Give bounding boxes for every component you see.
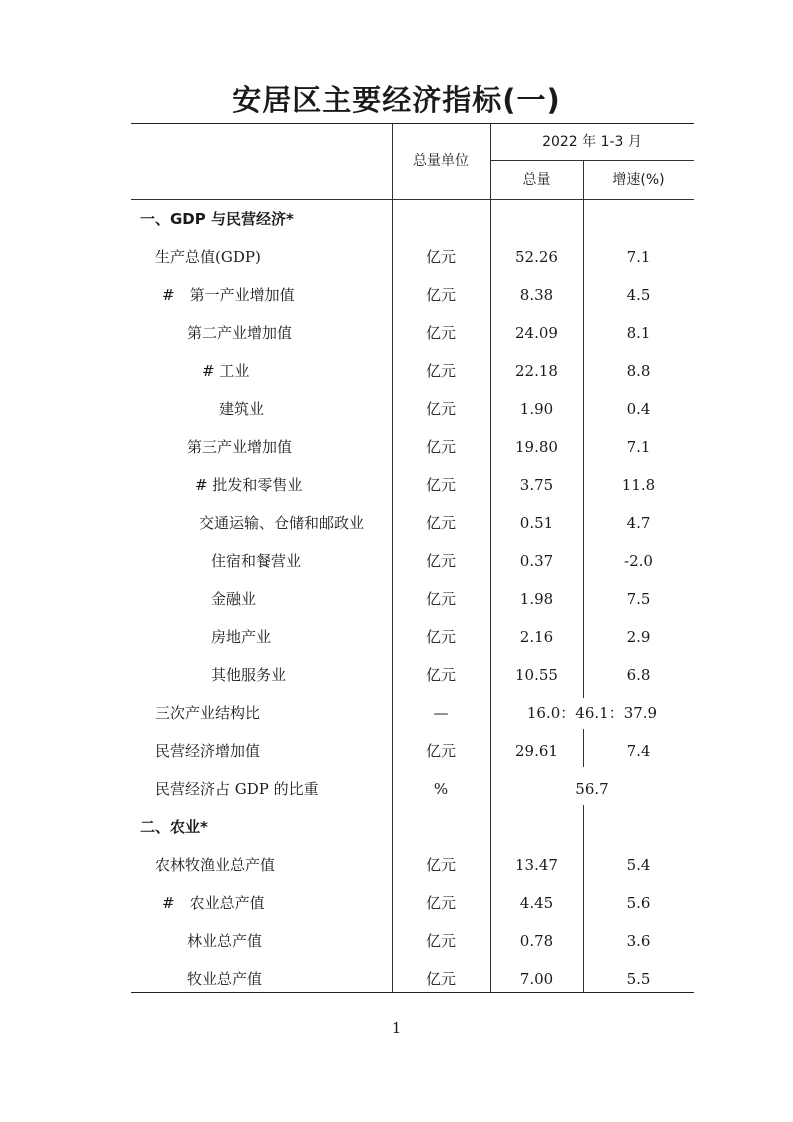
row-total: 7.00	[519, 970, 554, 988]
page-number: 1	[391, 1019, 402, 1037]
row-unit: 亿元	[425, 894, 456, 912]
row-total: 0.78	[519, 932, 554, 950]
header-period: 2022 年 1-3 月	[542, 134, 642, 150]
row-growth: 5.5	[626, 970, 651, 988]
row-label: 其他服务业	[211, 666, 287, 684]
row-total: 1.90	[519, 400, 554, 418]
row-total: 8.38	[519, 286, 554, 304]
header-unit-label: 总量单位	[413, 153, 469, 169]
row-growth: 4.7	[626, 514, 651, 532]
row-label: 住宿和餐营业	[211, 552, 302, 570]
row-unit: 亿元	[425, 286, 456, 304]
row-growth: 7.1	[626, 438, 651, 456]
row-merged-value: 16.0：46.1：37.9	[526, 704, 658, 722]
row-total: 29.61	[515, 742, 558, 760]
row-total: 24.09	[515, 324, 558, 342]
row-growth: 8.1	[626, 324, 651, 342]
row-label: 农林牧渔业总产值	[155, 856, 276, 874]
row-label: # 工业	[202, 362, 250, 380]
row-merged-value: 56.7	[575, 780, 609, 798]
table-bottom-rule	[131, 992, 694, 993]
row-unit: 亿元	[425, 362, 456, 380]
row-total: 10.55	[515, 666, 558, 684]
section-heading: 一、GDP 与民营经济*	[140, 210, 294, 228]
row-unit: 亿元	[425, 590, 456, 608]
row-total: 22.18	[515, 362, 558, 380]
row-unit: 亿元	[425, 248, 456, 266]
header-growth-label: 增速(%)	[612, 172, 665, 188]
row-growth: 7.4	[626, 742, 651, 760]
row-label: 房地产业	[211, 628, 272, 646]
row-total: 13.47	[515, 856, 558, 874]
row-growth: 5.4	[626, 856, 651, 874]
row-unit: 亿元	[425, 628, 456, 646]
row-label: # 农业总产值	[162, 894, 265, 912]
row-label: 林业总产值	[187, 932, 263, 950]
row-label: 建筑业	[219, 400, 265, 418]
row-unit: 亿元	[425, 856, 456, 874]
row-label: 牧业总产值	[187, 970, 263, 988]
row-label: 生产总值(GDP)	[155, 248, 261, 266]
row-total: 0.51	[519, 514, 554, 532]
row-label: 民营经济增加值	[155, 742, 261, 760]
row-label: 民营经济占 GDP 的比重	[155, 780, 319, 798]
row-unit: 亿元	[425, 400, 456, 418]
row-growth: 4.5	[626, 286, 651, 304]
row-total: 4.45	[519, 894, 554, 912]
row-growth: 8.8	[626, 362, 651, 380]
row-growth: 2.9	[626, 628, 651, 646]
row-unit: 亿元	[425, 324, 456, 342]
section-heading: 二、农业*	[140, 818, 208, 836]
row-unit: 亿元	[425, 438, 456, 456]
row-label: 三次产业结构比	[155, 704, 261, 722]
row-total: 2.16	[519, 628, 554, 646]
header-sub-rule	[491, 160, 694, 161]
row-unit: 亿元	[425, 666, 456, 684]
row-total: 52.26	[515, 248, 558, 266]
row-unit: 亿元	[425, 742, 456, 760]
row-growth: 3.6	[626, 932, 651, 950]
row-growth: 0.4	[626, 400, 651, 418]
row-total: 3.75	[519, 476, 554, 494]
header-bottom-rule	[131, 199, 694, 200]
row-unit: 亿元	[425, 932, 456, 950]
header-total-label: 总量	[522, 172, 551, 188]
row-unit: —	[433, 704, 449, 722]
row-label: 交通运输、仓储和邮政业	[199, 514, 365, 532]
row-growth: 6.8	[626, 666, 651, 684]
row-unit: 亿元	[425, 476, 456, 494]
row-total: 1.98	[519, 590, 554, 608]
table-top-rule	[131, 123, 694, 124]
row-total: 0.37	[519, 552, 554, 570]
row-label: # 第一产业增加值	[162, 286, 295, 304]
row-label: 第三产业增加值	[187, 438, 293, 456]
row-label: # 批发和零售业	[195, 476, 303, 494]
page-title: 安居区主要经济指标(一)	[232, 83, 561, 117]
row-growth: -2.0	[624, 552, 653, 570]
row-total: 19.80	[515, 438, 558, 456]
row-growth: 7.1	[626, 248, 651, 266]
row-unit: 亿元	[425, 514, 456, 532]
growth-col-divider-a	[583, 160, 584, 698]
row-label: 金融业	[211, 590, 257, 608]
row-growth: 7.5	[626, 590, 651, 608]
row-growth: 5.6	[626, 894, 651, 912]
row-growth: 11.8	[621, 476, 656, 494]
row-unit: 亿元	[425, 970, 456, 988]
row-unit: %	[433, 780, 449, 798]
row-unit: 亿元	[425, 552, 456, 570]
row-label: 第二产业增加值	[187, 324, 293, 342]
